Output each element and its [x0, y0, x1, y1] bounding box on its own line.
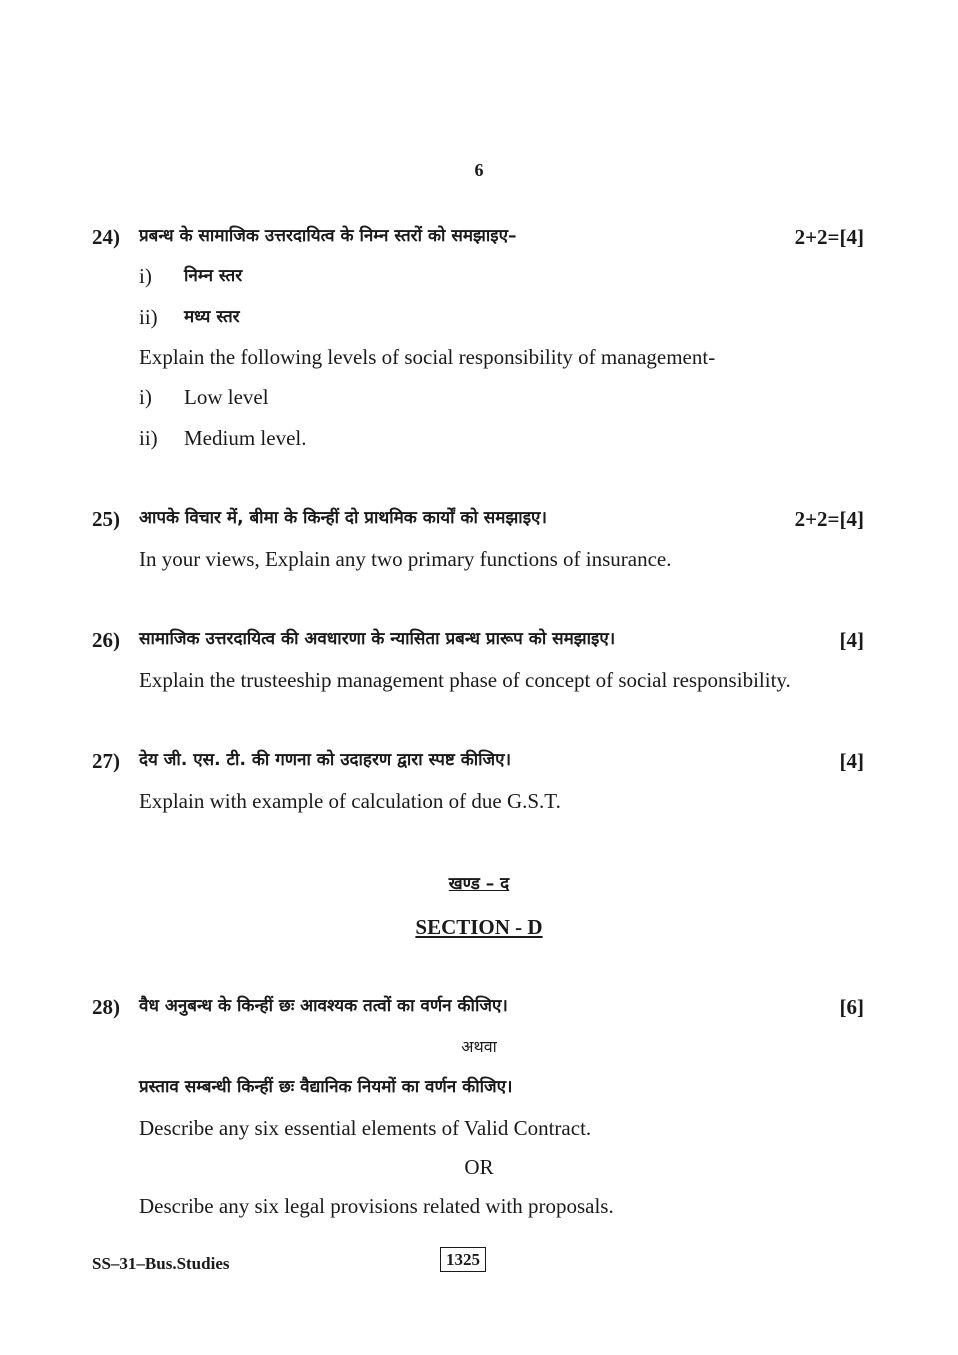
- question-marks: [4]: [839, 749, 864, 773]
- item-text: निम्न स्तर: [184, 266, 243, 286]
- question-marks: [6]: [839, 995, 864, 1019]
- question-number: 24): [92, 225, 120, 249]
- question-hindi: आपके विचार में, बीमा के किन्हीं दो प्राथमिक कार्यों को समझाइए।: [139, 508, 547, 528]
- question-hindi: वैध अनुबन्ध के किन्हीं छः आवश्यक तत्वों का वर्णन कीजिए।: [139, 996, 508, 1016]
- question-number: 28): [92, 995, 120, 1019]
- page-number: 6: [474, 160, 484, 180]
- question-hindi-alt: प्रस्ताव सम्बन्धी किन्हीं छः वैद्यानिक नियमों का वर्णन कीजिए।: [139, 1077, 513, 1097]
- question-english: Explain with example of calculation of due G.S.T.: [139, 789, 561, 813]
- question-english: Explain the following levels of social responsibility of management-: [139, 345, 716, 369]
- item-label: i): [139, 264, 152, 288]
- question-hindi: देय जी. एस. टी. की गणना को उदाहरण द्वारा स्पष्ट कीजिए।: [139, 750, 512, 770]
- question-number: 26): [92, 628, 120, 652]
- question-english: Explain the trusteeship management phase of concept of social responsibility.: [139, 668, 791, 692]
- item-label: ii): [139, 305, 158, 329]
- footer-page-code: 1325: [440, 1247, 486, 1272]
- section-hindi: खण्ड – द: [448, 874, 510, 894]
- question-english: Describe any six essential elements of Valid Contract.: [139, 1116, 592, 1140]
- item-text: Low level: [184, 385, 269, 409]
- or-english: OR: [464, 1155, 494, 1179]
- section-heading-hindi: [0, 876, 958, 893]
- question-english-alt: Describe any six legal provisions related with proposals.: [139, 1194, 614, 1218]
- question-marks: [4]: [839, 628, 864, 652]
- question-number: 25): [92, 507, 120, 531]
- question-marks: 2+2=[4]: [794, 507, 864, 531]
- item-label: ii): [139, 426, 158, 450]
- question-number: 27): [92, 749, 120, 773]
- question-english: In your views, Explain any two primary functions of insurance.: [139, 547, 672, 571]
- or-hindi: अथवा: [461, 1037, 497, 1056]
- question-marks: 2+2=[4]: [794, 225, 864, 249]
- footer-code: SS–31–Bus.Studies: [92, 1254, 230, 1273]
- item-text: मध्य स्तर: [184, 307, 240, 327]
- item-label: i): [139, 385, 152, 409]
- question-hindi: प्रबन्ध के सामाजिक उत्तरदायित्व के निम्न स्तरों को समझाइए–: [139, 226, 517, 246]
- question-hindi: सामाजिक उत्तरदायित्व की अवधारणा के न्यासिता प्रबन्ध प्रारूप को समझाइए।: [139, 629, 616, 649]
- section-heading: SECTION - D: [415, 915, 543, 939]
- item-text: Medium level.: [184, 426, 307, 450]
- footer-page-box: [440, 1251, 486, 1269]
